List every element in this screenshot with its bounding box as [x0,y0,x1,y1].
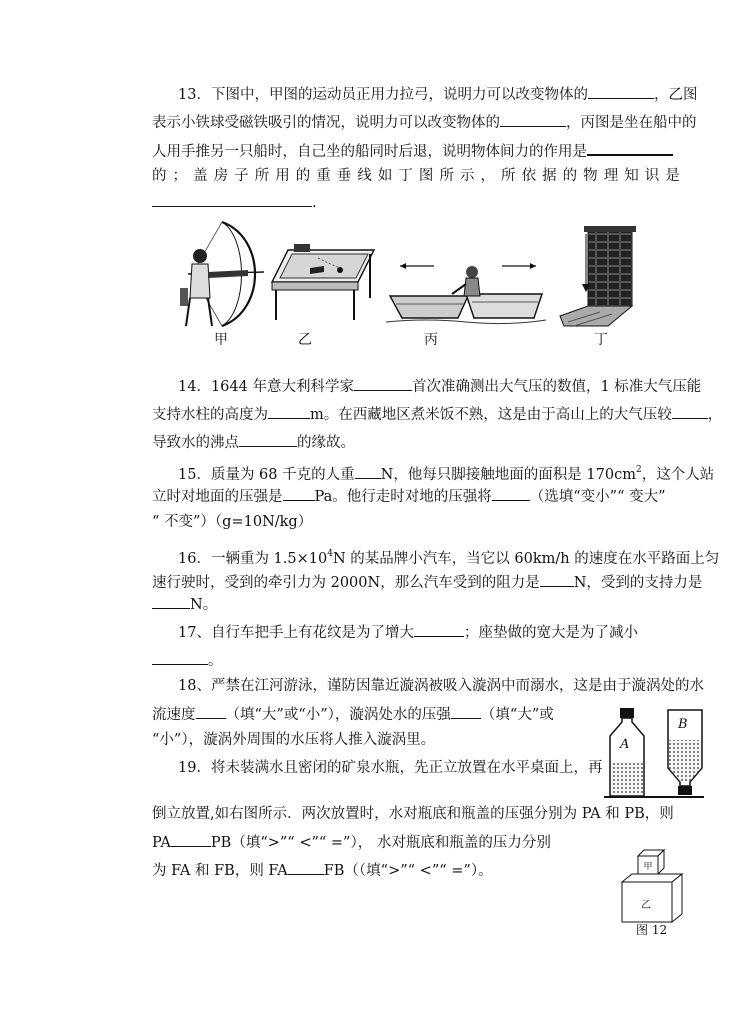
q15-line-3: “ 不变”）（g=10N/kg） [152,514,313,530]
answer-blank[interactable] [354,376,412,391]
q15-line-2: 立时对地面的压强是 Pa。他行走时对地的压强将 （选填“变小”“ 变大” [152,486,687,507]
answer-blank[interactable] [196,704,226,719]
archer-figure [178,218,266,330]
bottles-figure [604,706,704,800]
answer-blank[interactable] [152,650,208,665]
caption-yi: 乙 [298,332,312,348]
answer-blank[interactable] [152,594,190,609]
answer-blank[interactable] [283,486,315,501]
answer-blank[interactable] [587,140,673,156]
stacked-blocks-figure [618,846,690,937]
q16-line-1: 16．一辆重为 $1.5\times 10^4N$ 的某品牌小汽车，当它以 60km/h 的速度在水平路面上匀 [178,549,720,567]
answer-blank[interactable] [268,404,310,419]
answer-blank[interactable] [672,404,708,419]
answer-blank[interactable] [288,860,324,875]
q14-line-3: 导致水的沸点 的缘故。 [152,432,687,453]
q18-line-2: 流速度 （填“大”或“小”），漩涡处水的压强 （填“大”或 [152,704,687,725]
answer-blank[interactable] [171,832,211,847]
answer-blank[interactable] [152,192,312,207]
caption-jia: 甲 [214,332,228,348]
caption-ding: 丁 [594,332,608,348]
q13-line-2: 表示小铁球受磁铁吸引的情况，说明力可以改变物体的 ，丙图是坐在船中的 [152,112,687,133]
q18-line-1: 18、严禁在江河游泳，谨防因靠近漩涡被吸入漩涡中而溺水，这是由于漩涡处的水 [178,678,704,694]
q14-line-1: 14．1644 年意大利科学家 首次准确测出大气压的数值，1 标准大气压能 [178,376,713,397]
q14-line-2: 支持水柱的高度为 m。在西藏地区煮米饭不熟，这是由于高山上的大气压较 ， [152,404,687,425]
boats-figure [386,254,546,328]
block-bottom-label: 乙 [641,900,651,911]
q17-line-1: 17、自行车把手上有花纹是为了增大 ；座垫做的宽大是为了减小 [178,622,713,643]
caption-bing: 丙 [424,332,438,348]
block-top-label: 甲 [643,862,653,872]
q13-line-4: 的 ； 盖 房 子 所 用 的 重 垂 线 如 丁 图 所 示 ， 所 依 据 的 物 理 知 识 是 [152,168,680,184]
answer-blank[interactable] [588,84,654,99]
answer-blank[interactable] [500,112,566,127]
magnet-table-figure [270,238,376,322]
figure-caption: 图 12 [636,923,668,937]
answer-blank[interactable] [540,572,574,587]
q16-line-3: N。 [152,594,687,615]
q17-line-2: 。 [152,650,687,671]
plumb-wall-figure [560,226,640,330]
answer-blank[interactable] [239,432,297,447]
answer-blank[interactable] [451,704,481,719]
answer-blank[interactable] [414,622,464,637]
q18-line-3: “小”），漩涡外周围的水压将人推入漩涡里。 [152,732,436,748]
q19-line-1: 19．将未装满水且密闭的矿泉水瓶，先正立放置在水平桌面上，再 [178,760,603,776]
q13-line-1: 13．下图中，甲图的运动员正用力拉弓，说明力可以改变物体的 ，乙图 [178,84,713,105]
q19-line-3: PA PB（填“>”“ <”“ =”）， 水对瓶底和瓶盖的压力分别 [152,832,687,853]
q13-line-3: 人用手推另一只船时，自己坐的船同时后退，说明物体间力的作用是 [152,140,687,162]
bottle-b-label: B [678,717,688,732]
q16-line-2: 速行驶时，受到的牵引力为 2000N，那么汽车受到的阻力是 N，受到的支持力是 [152,572,687,593]
q15-line-1: 15．质量为 68 千克的人重 N，他每只脚接触地面的面积是 $170cm^2$，这个人站 [178,465,715,483]
q13-line-5: . [152,192,687,213]
q19-line-4: 为 FA 和 FB，则 FA FB（（填“>”“ <”“ =”）。 [152,860,687,881]
answer-blank[interactable] [492,486,530,501]
answer-blank[interactable] [355,464,381,479]
bottle-a-label: A [620,737,630,752]
q19-line-2: 倒立放置,如右图所示．两次放置时，水对瓶底和瓶盖的压强分别为 PA 和 PB，则 [152,806,674,822]
